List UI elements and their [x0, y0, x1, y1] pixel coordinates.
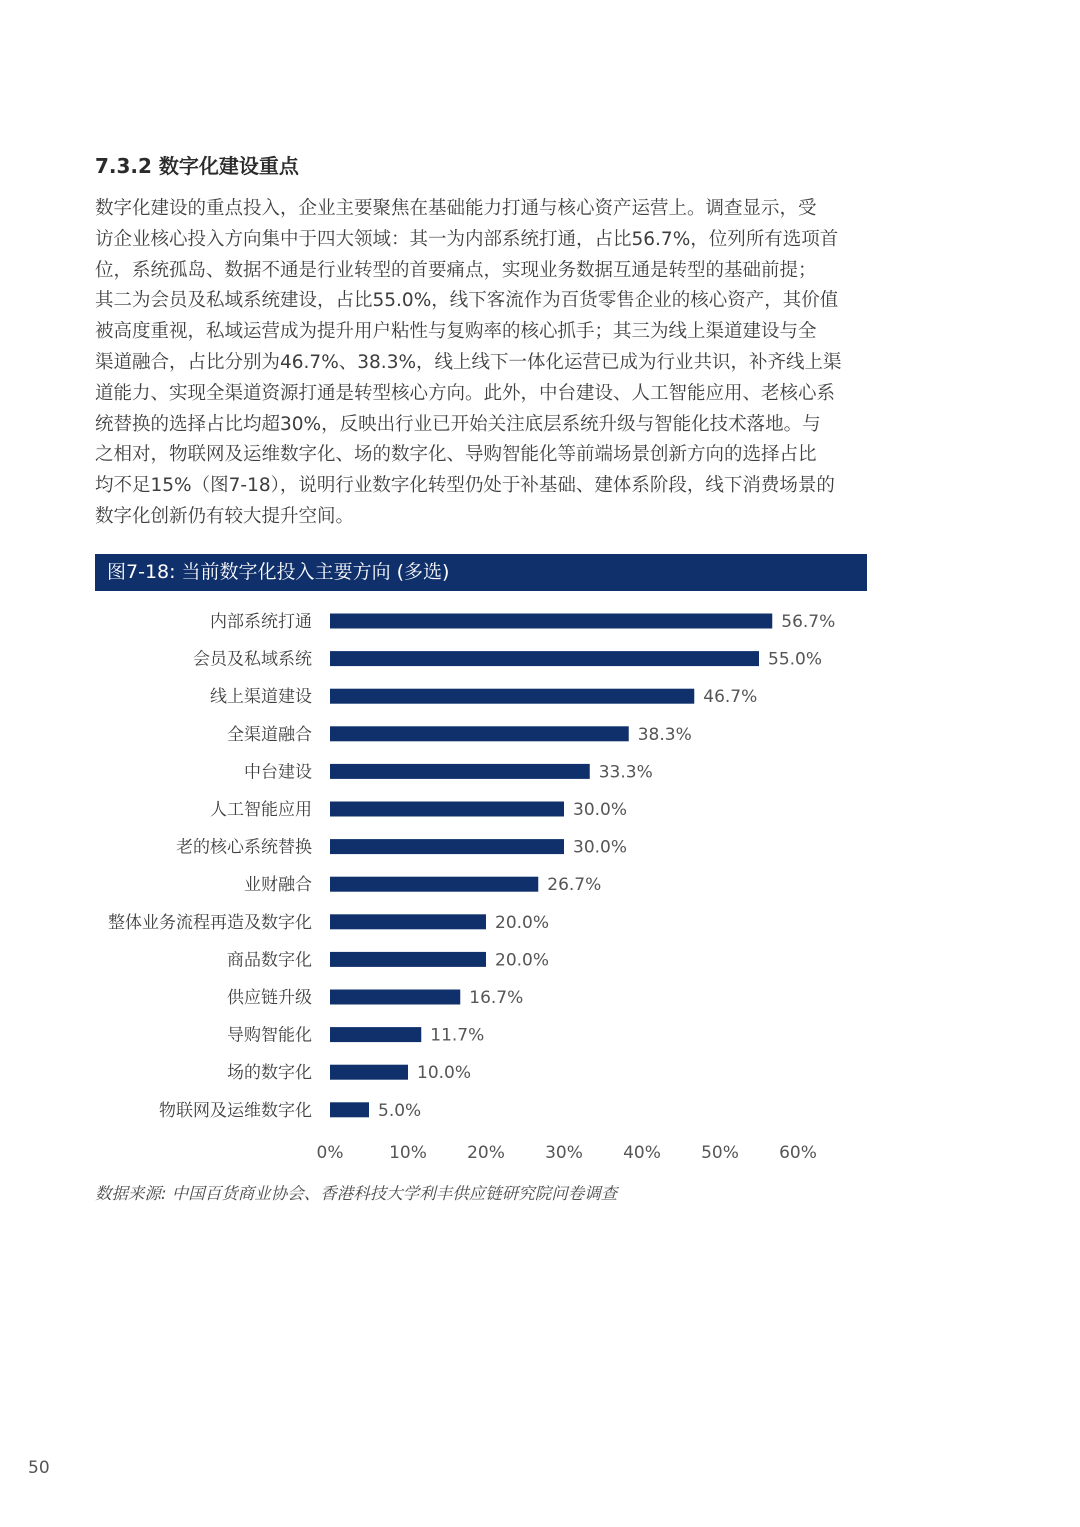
paragraph-line: 道能力、实现全渠道资源打通是转型核心方向。此外，中台建设、人工智能应用、老核心系: [95, 382, 836, 404]
x-tick-label: 60%: [779, 1143, 817, 1163]
page-number: 50: [28, 1458, 50, 1478]
source-note: 数据来源: 中国百货商业协会、香港科技大学利丰供应链研究院问卷调查: [95, 1184, 618, 1203]
data-label: 11.7%: [430, 1025, 485, 1046]
x-tick-label: 0%: [316, 1143, 344, 1163]
category-label: 线上渠道建设: [210, 687, 312, 708]
category-label: 物联网及运维数字化: [159, 1100, 312, 1121]
paragraph-line: 数字化建设的重点投入，企业主要聚焦在基础能力打通与核心资产运营上。调查显示，受: [95, 198, 817, 219]
body-paragraph: [95, 194, 865, 533]
data-label: 46.7%: [703, 687, 758, 708]
bar: [330, 914, 486, 929]
data-label: 30.0%: [573, 837, 628, 858]
bar: [330, 990, 460, 1005]
data-label: 30.0%: [573, 800, 628, 820]
category-label: 人工智能应用: [210, 800, 312, 820]
data-label: 20.0%: [495, 950, 550, 971]
category-label: 供应链升级: [227, 988, 312, 1008]
paragraph-line: 位，系统孤岛、数据不通是行业转型的首要痛点，实现业务数据互通是转型的基础前提；: [95, 259, 817, 281]
paragraph-line: 之相对，物联网及运维数字化、场的数字化、导购智能化等前端场景创新方向的选择占比: [95, 444, 817, 466]
bar: [330, 1027, 421, 1042]
paragraph-line: 统替换的选择占比均超30%，反映出行业已开始关注底层系统升级与智能化技术落地。与: [95, 413, 821, 435]
paragraph-line: 均不足15%（图7-18），说明行业数字化转型仍处于补基础、建体系阶段，线下消费场景的: [95, 475, 835, 497]
bar: [330, 952, 486, 967]
category-label: 内部系统打通: [210, 612, 312, 632]
x-tick-label: 50%: [701, 1143, 739, 1163]
bar: [330, 764, 590, 779]
data-label: 20.0%: [495, 912, 550, 933]
paragraph-line: 访企业核心投入方向集中于四大领域：其一为内部系统打通，占比56.7%，位列所有选项首: [95, 228, 839, 250]
bar: [330, 726, 629, 741]
bar: [330, 1102, 369, 1117]
bar: [330, 802, 564, 817]
paragraph-line: 其二为会员及私域系统建设，占比55.0%，线下客流作为百货零售企业的核心资产，其价值: [95, 290, 839, 312]
data-label: 16.7%: [469, 988, 524, 1008]
x-tick-label: 10%: [389, 1143, 427, 1163]
category-label: 会员及私域系统: [193, 649, 312, 670]
data-label: 26.7%: [547, 875, 602, 896]
bar-chart: [0, 600, 1080, 1175]
section-title: 7.3.2 数字化建设重点: [95, 154, 299, 178]
data-label: 56.7%: [781, 612, 836, 632]
category-label: 全渠道融合: [227, 724, 312, 745]
category-label: 导购智能化: [227, 1025, 312, 1046]
x-tick-label: 40%: [623, 1143, 661, 1163]
data-label: 10.0%: [417, 1063, 472, 1084]
figure-title-bar: 图7-18: 当前数字化投入主要方向 (多选): [95, 554, 867, 591]
data-label: 55.0%: [768, 649, 823, 670]
category-label: 商品数字化: [227, 950, 312, 971]
category-label: 整体业务流程再造及数字化: [108, 912, 312, 933]
bar: [330, 877, 538, 892]
data-label: 5.0%: [378, 1100, 422, 1121]
bar: [330, 614, 772, 629]
bar: [330, 839, 564, 854]
x-tick-label: 30%: [545, 1143, 583, 1163]
data-label: 33.3%: [598, 762, 653, 783]
data-label: 38.3%: [637, 724, 692, 745]
bar: [330, 1065, 408, 1080]
bar: [330, 651, 759, 666]
paragraph-line: 渠道融合，占比分别为46.7%、38.3%，线上线下一体化运营已成为行业共识，补齐线上渠: [95, 351, 842, 373]
bar: [330, 689, 694, 704]
category-label: 业财融合: [244, 875, 312, 896]
paragraph-line: 数字化创新仍有较大提升空间。: [95, 505, 355, 527]
paragraph-line: 被高度重视，私域运营成为提升用户粘性与复购率的核心抓手；其三为线上渠道建设与全: [95, 321, 817, 343]
category-label: 中台建设: [244, 762, 312, 783]
category-label: 老的核心系统替换: [176, 837, 312, 858]
x-tick-label: 20%: [467, 1143, 505, 1163]
category-label: 场的数字化: [227, 1063, 312, 1084]
